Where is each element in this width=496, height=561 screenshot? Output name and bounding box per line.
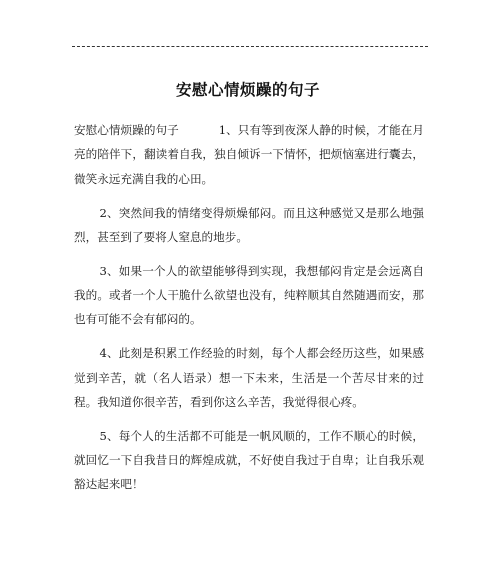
- paragraph-3: 3、如果一个人的欲望能够得到实现，我想郁闷肯定是会远离自我的。或者一个人干脆什么欲望也没有，纯粹顺其自然随遇而安，那也有可能不会有郁闷的。: [74, 263, 424, 327]
- paragraph-1-text: 1、只有等到夜深人静的时候，才能在月亮的陪伴下，翻读着自我，独自倾诉一下情怀，把烦恼塞进行囊去，微笑永远充满自我的心田。: [74, 123, 424, 186]
- intro-label: 安慰心情烦躁的句子: [74, 123, 179, 137]
- paragraph-5: 5、每个人的生活都不可能是一帆风顺的，工作不顺心的时候，就回忆一下自我昔日的辉煌成就，不好使自我过于自卑；让自我乐观豁达起来吧！: [74, 428, 424, 492]
- header-dashed-rule: [72, 46, 428, 47]
- paragraph-1: [74, 118, 424, 191]
- paragraph-4: 4、此刻是积累工作经验的时刻，每个人都会经历这些，如果感觉到辛苦，就（名人语录）想一下未来，生活是一个苦尽甘来的过程。我知道你很辛苦，看到你这么辛苦，我觉得很心疼。: [74, 346, 424, 409]
- document-title: 安慰心情烦躁的句子: [175, 81, 320, 99]
- document-body: [74, 118, 424, 506]
- paragraph-2: 2、突然间我的情绪变得烦燥郁闷。而且这种感觉又是那么地强烈，甚至到了要将人窒息的地步。: [74, 205, 424, 244]
